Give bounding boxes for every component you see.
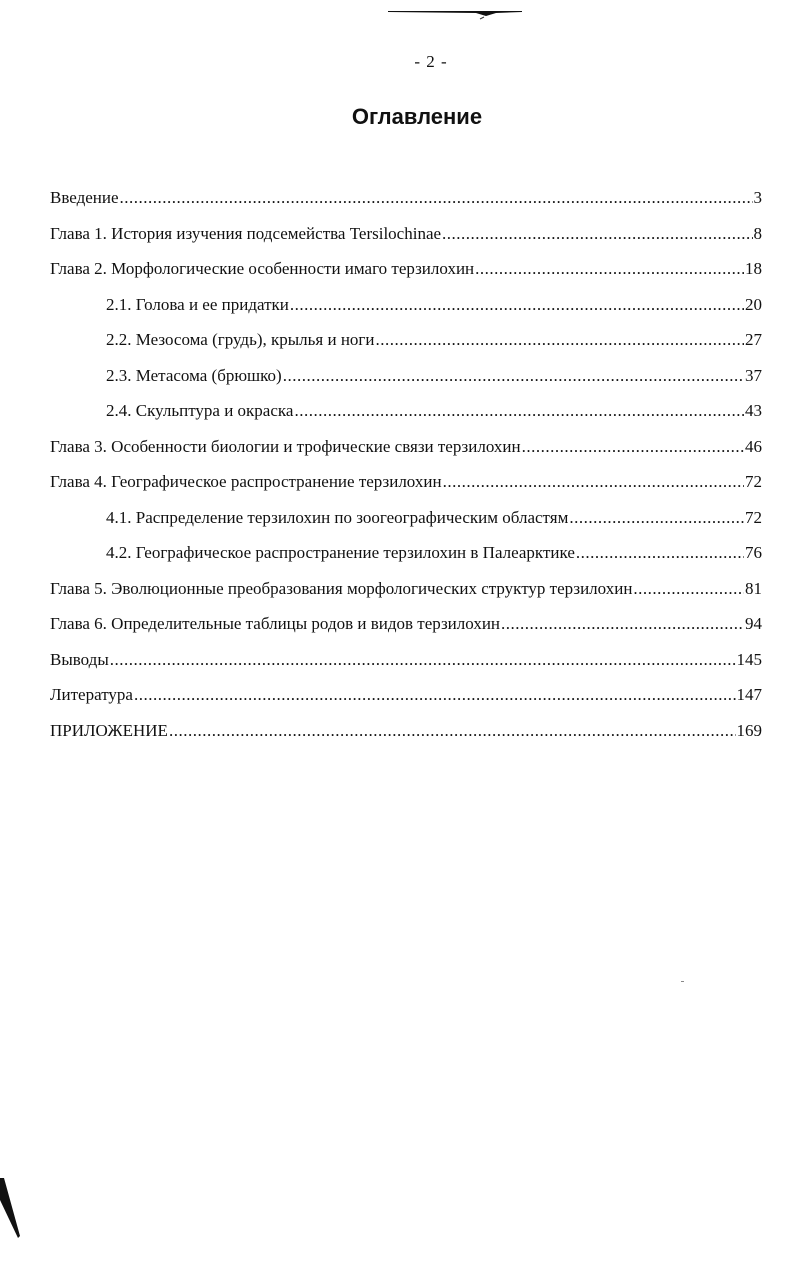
toc-entry-label: 2.4. Скульптура и окраска <box>106 401 294 420</box>
toc-entry-page: 27 <box>745 330 762 349</box>
toc-entry-label: 2.3. Метасома (брюшко) <box>106 365 282 385</box>
toc-entry-label: 4.2. Географическое распространение терзилохин в Палеарктике <box>106 543 575 562</box>
toc-entry-section-2-1[interactable] <box>50 295 762 331</box>
toc-entry-chapter-5[interactable] <box>50 579 762 615</box>
toc-entry-conclusions[interactable] <box>50 650 762 686</box>
toc-entry-section-2-4[interactable] <box>50 401 762 437</box>
dot-leader <box>283 366 744 386</box>
toc-entry-label: ПРИЛОЖЕНИЕ <box>50 720 168 740</box>
toc-entry-page: 76 <box>745 543 762 562</box>
toc-entry-page: 72 <box>745 472 762 491</box>
toc-entry-label: Глава 1. История изучения подсемейства Tersilochinae <box>50 223 442 243</box>
toc-entry-page: 94 <box>745 614 762 633</box>
toc-entry-label: Введение <box>50 188 119 207</box>
dot-leader <box>475 259 744 279</box>
toc-entry-page: 3 <box>753 188 762 207</box>
dot-leader <box>633 579 744 599</box>
toc-entry-chapter-2[interactable] <box>50 259 762 295</box>
toc-entry-page: 20 <box>745 294 762 314</box>
toc-entry-label: Глава 2. Морфологические особенности имаго терзилохин <box>50 259 475 278</box>
toc-entry-chapter-3[interactable] <box>50 437 762 473</box>
dot-leader <box>522 437 744 457</box>
toc-entry-label: Глава 4. Географическое распространение терзилохин <box>50 472 442 491</box>
dot-leader <box>169 721 736 741</box>
toc-entry-page: 72 <box>745 507 762 527</box>
toc-entry-page: 43 <box>745 401 762 420</box>
dot-leader <box>576 543 744 563</box>
toc-entry-label: 2.1. Голова и ее придатки <box>106 294 289 314</box>
dot-leader <box>120 188 753 208</box>
toc-entry-label: 4.1. Распределение терзилохин по зоогеографическим областям <box>106 507 569 527</box>
toc-entry-page: 46 <box>745 436 762 456</box>
toc-entry-page: 18 <box>745 259 762 278</box>
toc-entry-page: 8 <box>753 223 762 243</box>
toc-entry-introduction[interactable] <box>50 188 762 224</box>
toc-entry-literature[interactable] <box>50 685 762 721</box>
toc-entry-page: 37 <box>745 365 762 385</box>
page-title: Оглавление <box>351 104 483 129</box>
toc-entry-label: Глава 5. Эволюционные преобразования морфологических структур терзилохин <box>50 578 633 598</box>
toc-entry-section-2-2[interactable] <box>50 330 762 366</box>
dot-leader <box>569 508 744 528</box>
toc-entry-page: 145 <box>736 649 762 669</box>
table-of-contents <box>50 188 762 756</box>
toc-entry-section-4-1[interactable] <box>50 508 762 544</box>
dot-leader <box>290 295 744 315</box>
dot-leader <box>110 650 736 670</box>
toc-entry-label: Выводы <box>50 649 109 669</box>
toc-entry-page: 169 <box>736 720 762 740</box>
dot-leader <box>501 614 744 634</box>
toc-entry-label: Литература <box>50 685 133 704</box>
toc-entry-section-2-3[interactable] <box>50 366 762 402</box>
dot-leader <box>376 330 745 350</box>
dot-leader <box>442 224 752 244</box>
toc-entry-label: Глава 6. Определительные таблицы родов и видов терзилохин <box>50 614 501 633</box>
toc-entry-section-4-2[interactable] <box>50 543 762 579</box>
toc-entry-page: 81 <box>745 578 762 598</box>
toc-entry-label: 2.2. Мезосома (грудь), крылья и ноги <box>106 330 375 349</box>
toc-entry-appendix[interactable] <box>50 721 762 757</box>
dot-leader <box>443 472 744 492</box>
page-number: - 2 - <box>414 52 448 71</box>
toc-entry-chapter-4[interactable] <box>50 472 762 508</box>
dot-leader <box>294 401 744 421</box>
scan-artifact-top <box>388 8 522 20</box>
dot-leader <box>134 685 736 705</box>
scan-artifact-left <box>0 1178 22 1238</box>
toc-entry-label: Глава 3. Особенности биологии и трофические связи терзилохин <box>50 436 521 456</box>
toc-entry-page: 147 <box>736 685 762 704</box>
scan-speck <box>681 981 684 982</box>
toc-entry-chapter-1[interactable] <box>50 224 762 260</box>
toc-entry-chapter-6[interactable] <box>50 614 762 650</box>
